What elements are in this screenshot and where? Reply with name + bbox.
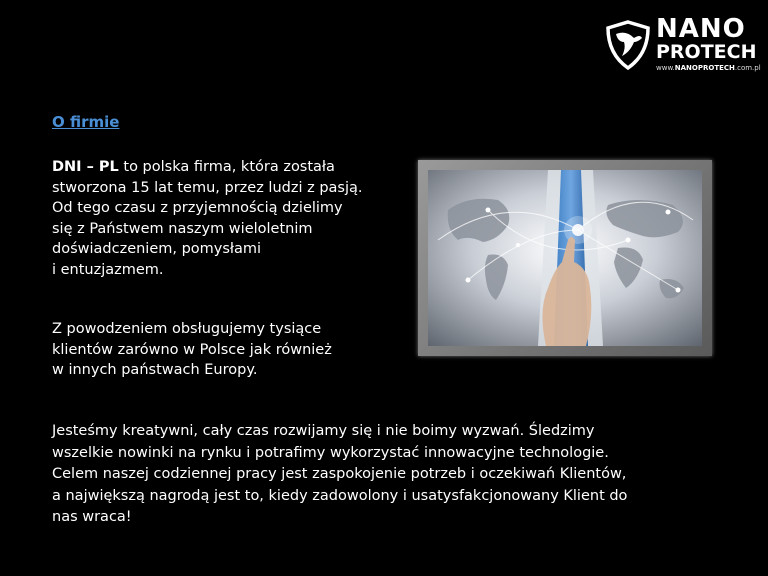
intro-line-4: się z Państwem naszym wieloletnim xyxy=(52,220,313,237)
clients-line-3: w innych państwach Europy. xyxy=(52,362,258,378)
intro-line-2: stworzona 15 lat temu, przez ludzi z pasją. xyxy=(52,179,363,196)
values-line-3: Celem naszej codziennej pracy jest zaspokojenie potrzeb i oczekiwań Klientów, xyxy=(52,466,627,482)
intro-line-6: i entuzjazmem. xyxy=(52,261,164,278)
nanoprotech-logo xyxy=(604,14,761,76)
clients-line-1: Z powodzeniem obsługujemy tysiące xyxy=(52,321,322,337)
values-paragraph xyxy=(52,421,722,529)
clients-paragraph xyxy=(52,319,392,381)
logo-url: www.NANOPROTECH.com.pl xyxy=(656,64,761,72)
clients-line-2: klientów zarówno w Polsce jak również xyxy=(52,341,332,358)
values-line-5: nas wraca! xyxy=(52,509,132,525)
photo-frame xyxy=(418,160,712,356)
intro-line-1: DNI – PL to polska firma, która została xyxy=(52,159,335,175)
section-heading[interactable]: O firmie xyxy=(52,113,120,131)
logo-word-protech: PROTECH xyxy=(656,41,757,63)
logo-word-nano: NANO xyxy=(656,14,746,44)
values-line-2: wszelkie nowinki na rynku i potrafimy wykorzystać innowacyjne technologie. xyxy=(52,444,609,461)
values-line-1: Jesteśmy kreatywni, cały czas rozwijamy się i nie boimy wyzwań. Śledzimy xyxy=(52,423,595,439)
company-name: DNI – PL xyxy=(52,159,119,175)
intro-line-5: doświadczeniem, pomysłami xyxy=(52,241,262,257)
shield-bird-icon xyxy=(604,20,652,70)
values-line-4: a największą nagrodą jest to, kiedy zadowolony i usatysfakcjonowany Klient do xyxy=(52,487,628,504)
intro-line-3: Od tego czasu z przyjemnością dzielimy xyxy=(52,200,343,216)
world-map-hand-image xyxy=(428,170,702,346)
intro-paragraph xyxy=(52,157,392,280)
